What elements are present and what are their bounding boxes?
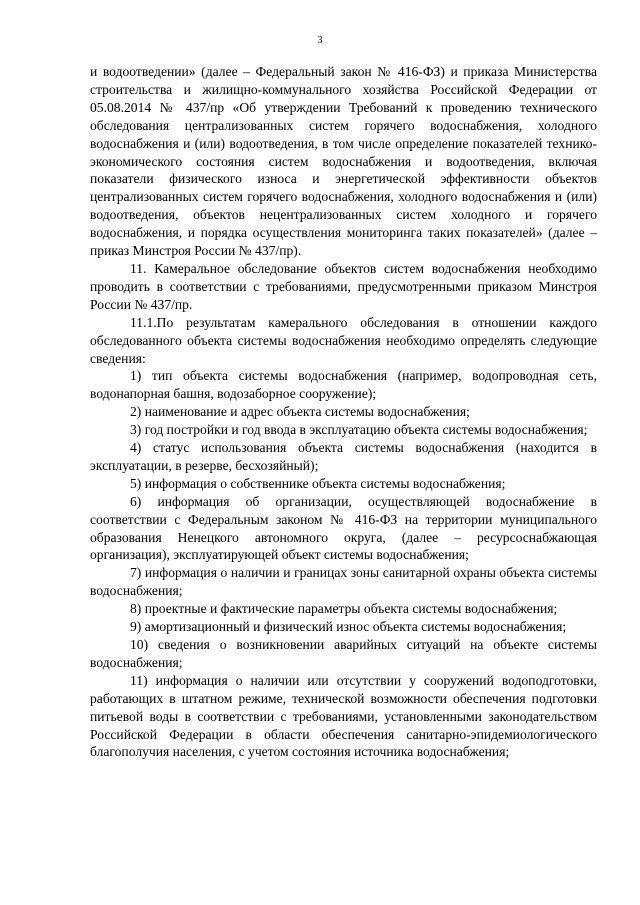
list-item-9: 9) амортизационный и физический износ объекта системы водоснабжения; <box>130 619 567 635</box>
paragraph-intro-continuation: и водоотведении» (далее – Федеральный закон № 416-ФЗ) и приказа Министерства строительства и жилищно-коммунального хозяйства Российской Федерации от 05.08.2014 № 437/пр «Об утверждении Требований к проведению технического обследования централизованных систем горячего водоснабжения, холодного водоснабжения и (или) водоотведения, в том числе определение показателей технико-экономического состояния систем водоснабжения и водоотведения, включая показатели физического износа и энергетической эффективности объектов централизованных систем горячего водоснабжения, холодного водоснабжения и (или) водоотведения, объектов нецентрализованных систем холодного и горячего водоснабжения, и порядка осуществления мониторинга таких показателей» (далее – приказ Минстроя России № 437/пр). <box>90 64 597 259</box>
paragraph-item-11-1: 11.1.По результатам камерального обследования в отношении каждого обследованного объекта системы водоснабжения необходимо определять следующие сведения: <box>90 314 597 366</box>
paragraph-item-11: 11. Камеральное обследование объектов систем водоснабжения необходимо проводить в соответствии с требованиями, предусмотренными приказом Минстроя России № 437/пр. <box>90 260 597 312</box>
list-item-4: 4) статус использования объекта системы водоснабжения (находится в эксплуатации, в резерве, бесхозяйный); <box>90 440 597 473</box>
list-item-8: 8) проектные и фактические параметры объекта системы водоснабжения; <box>130 601 558 617</box>
list-item-6: 6) информация об организации, осуществляющей водоснабжение в соответствии с Федеральным законом № 416-ФЗ на территории муниципального образования Ненецкого автономного округа, (далее – ресурсоснабжающая организация), эксплуатирующей объект системы водоснабжения; <box>90 493 597 563</box>
list-item-10: 10) сведения о возникновении аварийных ситуаций на объекте системы водоснабжения; <box>90 637 597 670</box>
list-item-3: 3) год постройки и год ввода в эксплуатацию объекта системы водоснабжения; <box>130 422 588 438</box>
list-item-7: 7) информация о наличии и границах зоны санитарной охраны объекта системы водоснабжения; <box>90 565 597 599</box>
list-item-1: 1) тип объекта системы водоснабжения (например, водопроводная сеть, водонапорная башня, водозаборное сооружение); <box>90 368 597 402</box>
page-number: 3 <box>317 35 323 46</box>
list-item-11: 11) информация о наличии или отсутствии у сооружений водоподготовки, работающих в штатном режиме, технической возможности обеспечения подготовки питьевой воды в соответствии с требованиями, установленными законодательством Российской Федерации в области обеспечения санитарно-эпидемиологического благополучия населения, с учетом состояния источника водоснабжения; <box>90 672 597 760</box>
list-item-5: 5) информация о собственнике объекта системы водоснабжения; <box>130 475 506 491</box>
list-item-2: 2) наименование и адрес объекта системы водоснабжения; <box>130 404 470 420</box>
document-body <box>90 63 597 761</box>
